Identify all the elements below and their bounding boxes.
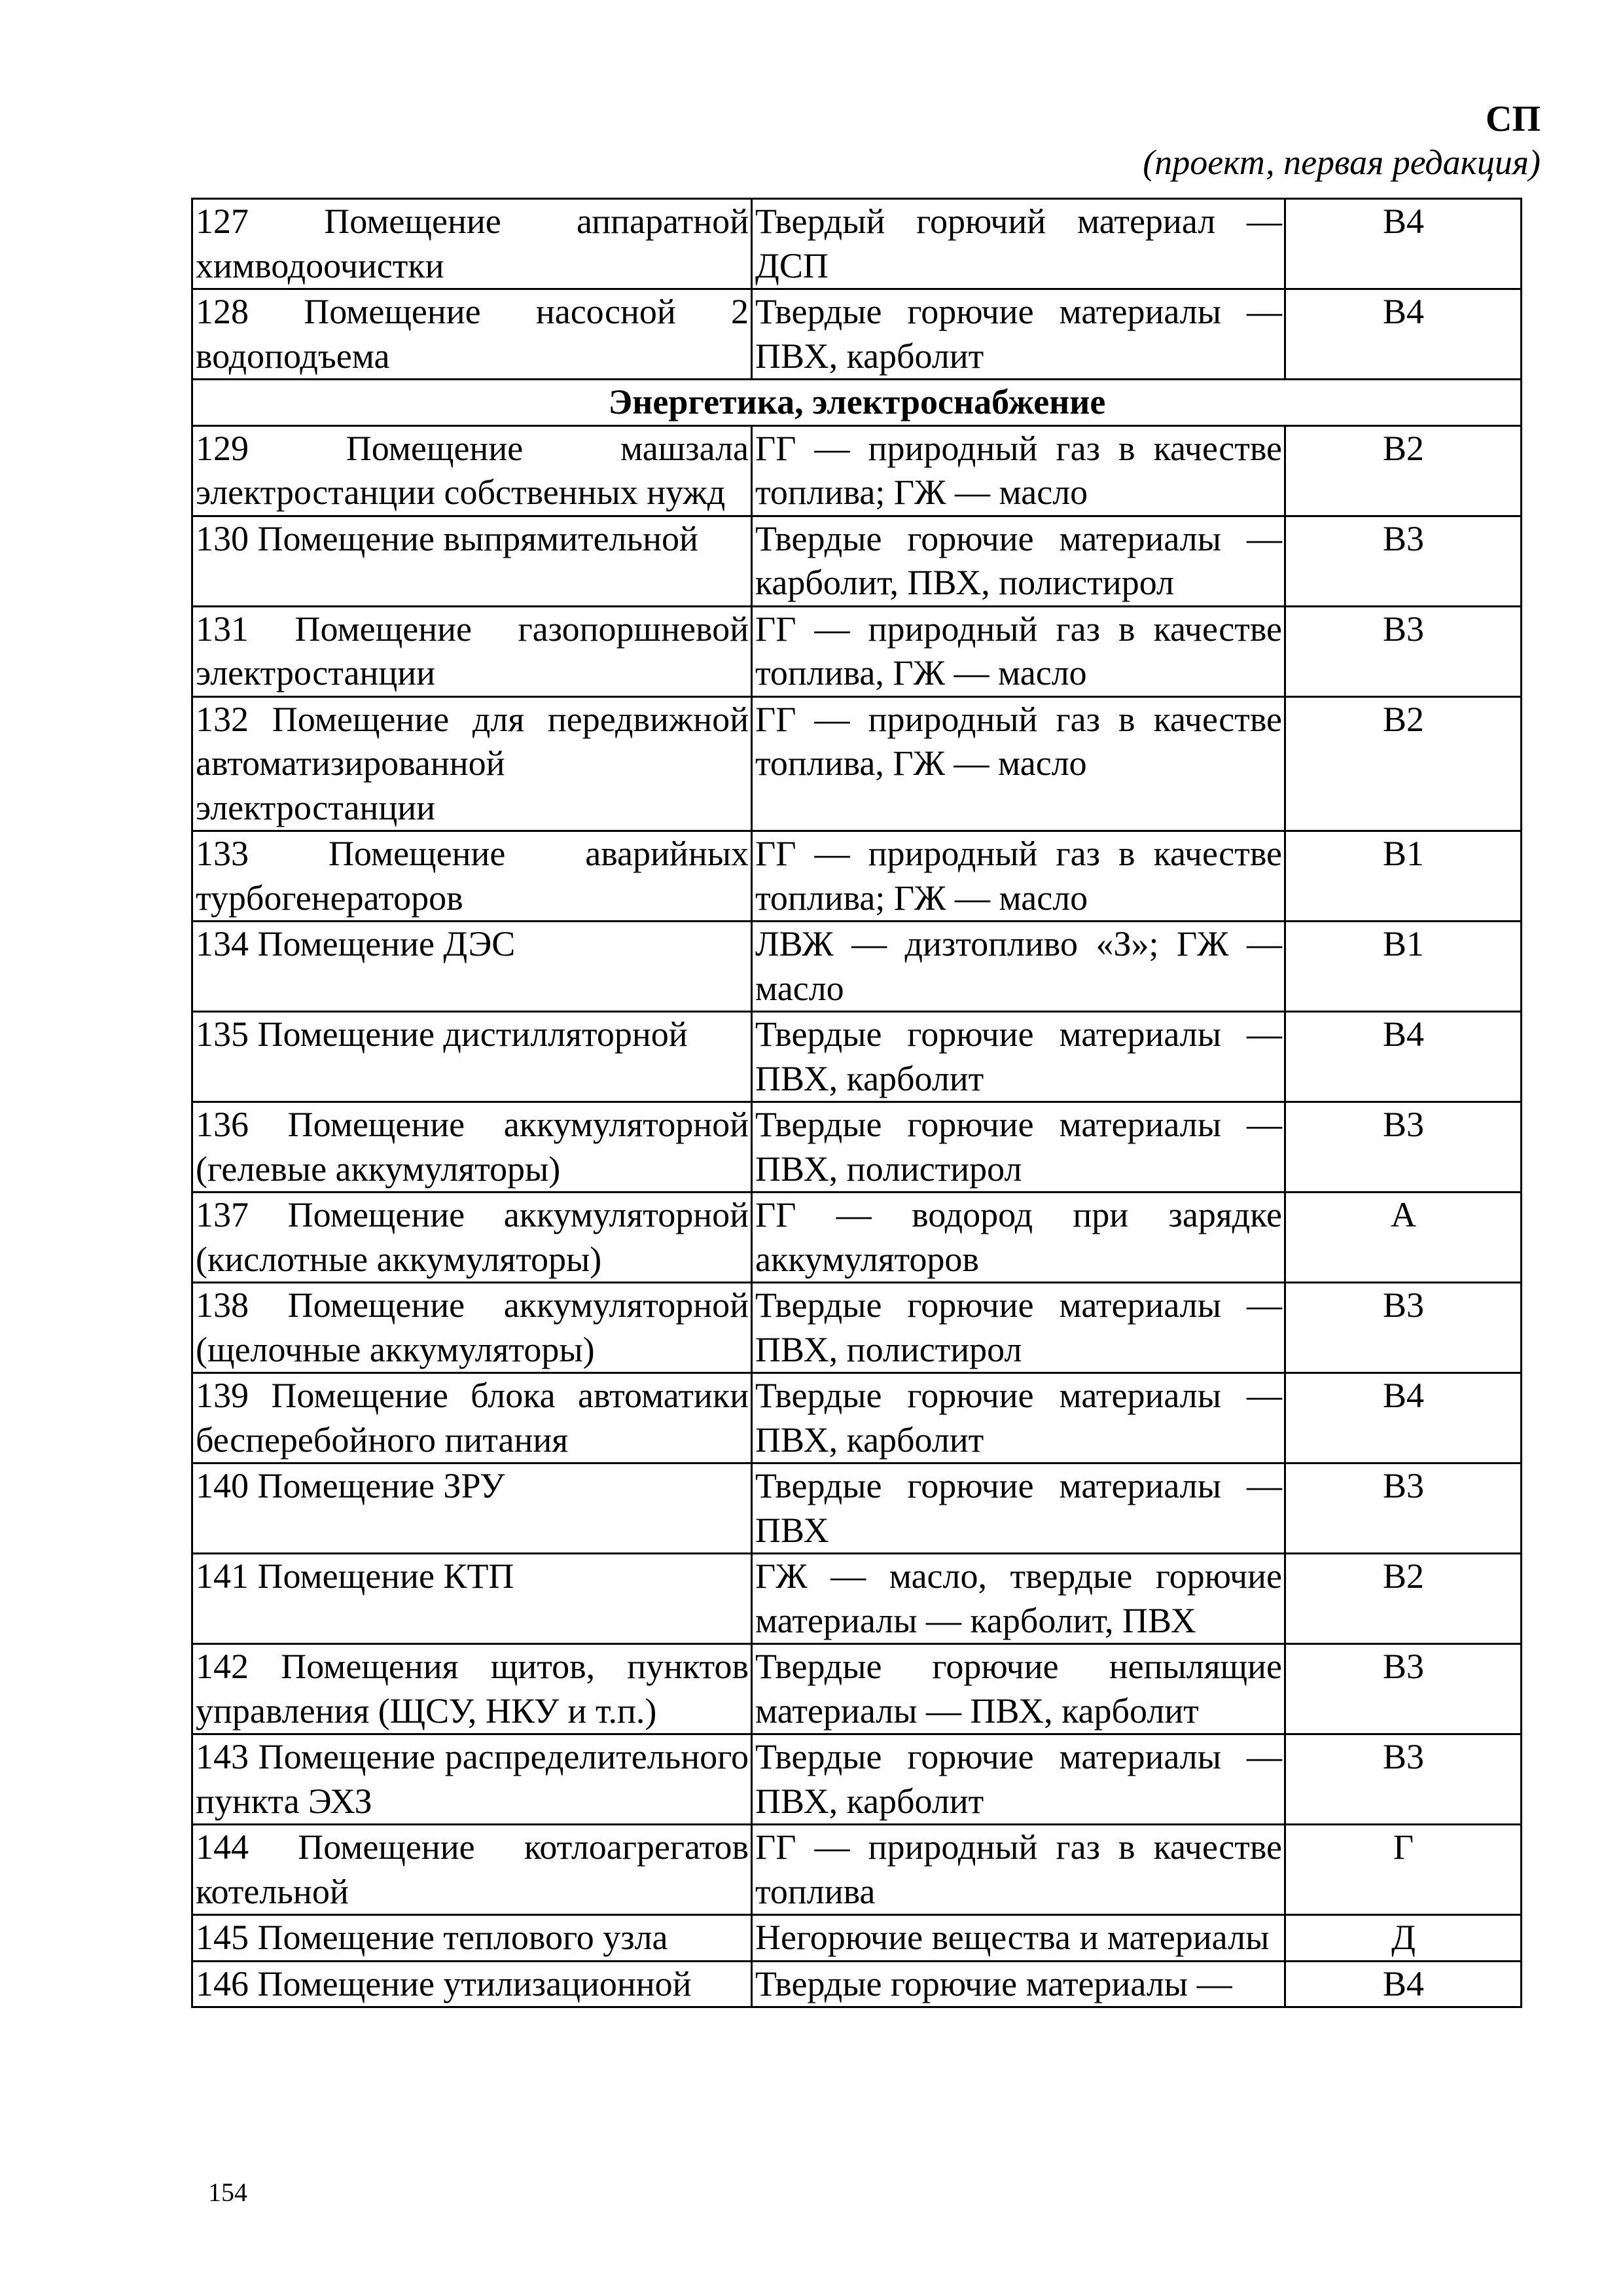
combustible-material-cell: Твердые горючие материалы — ПВХ, карболит bbox=[752, 1012, 1285, 1102]
combustible-material-cell: Твердые горючие материалы — ПВХ, карболит bbox=[752, 289, 1285, 380]
section-header-row bbox=[192, 380, 1522, 426]
table-row bbox=[192, 1644, 1522, 1734]
hazard-category-cell: Г bbox=[1285, 1825, 1522, 1915]
table-row bbox=[192, 1373, 1522, 1463]
hazard-category-cell: В3 bbox=[1285, 1644, 1522, 1734]
section-title: Энергетика, электроснабжение bbox=[192, 380, 1522, 426]
hazard-category-cell: А bbox=[1285, 1193, 1522, 1283]
hazard-category-cell: В2 bbox=[1285, 425, 1522, 516]
combustible-material-cell: Негорючие вещества и материалы bbox=[752, 1915, 1285, 1962]
table-row bbox=[192, 696, 1522, 831]
hazard-category-cell: В3 bbox=[1285, 1102, 1522, 1193]
combustible-material-cell: Твердые горючие материалы — ПВХ, полистирол bbox=[752, 1102, 1285, 1193]
table-row bbox=[192, 1193, 1522, 1283]
room-name-cell: 128 Помещение насосной 2 водоподъема bbox=[192, 289, 752, 380]
hazard-category-cell: В4 bbox=[1285, 289, 1522, 380]
table-row bbox=[192, 1463, 1522, 1554]
table-row bbox=[192, 425, 1522, 516]
room-name-cell: 135 Помещение дистилляторной bbox=[192, 1012, 752, 1102]
combustible-material-cell: ГГ — природный газ в качестве топлива bbox=[752, 1825, 1285, 1915]
hazard-category-cell: Д bbox=[1285, 1915, 1522, 1962]
room-name-cell: 142 Помещения щитов, пунктов управления (ЩСУ, НКУ и т.п.) bbox=[192, 1644, 752, 1734]
room-name-cell: 140 Помещение ЗРУ bbox=[192, 1463, 752, 1554]
hazard-category-cell: В2 bbox=[1285, 696, 1522, 831]
edition-note: (проект, первая редакция) bbox=[1143, 143, 1541, 182]
table-row bbox=[192, 1102, 1522, 1193]
room-name-cell: 129 Помещение машзала электростанции собственных нужд bbox=[192, 425, 752, 516]
hazard-category-cell: В4 bbox=[1285, 1012, 1522, 1102]
combustible-material-cell: Твердые горючие материалы — ПВХ bbox=[752, 1463, 1285, 1554]
combustible-material-cell: Твердый горючий материал — ДСП bbox=[752, 199, 1285, 289]
table-row bbox=[192, 199, 1522, 289]
room-name-cell: 143 Помещение распределительного пункта ЭХЗ bbox=[192, 1734, 752, 1825]
combustible-material-cell: ГГ — природный газ в качестве топлива; ГЖ — масло bbox=[752, 425, 1285, 516]
combustible-material-cell: Твердые горючие материалы — ПВХ, карболит bbox=[752, 1734, 1285, 1825]
page-number: 154 bbox=[208, 2178, 247, 2207]
room-name-cell: 132 Помещение для передвижной автоматизированной электростанции bbox=[192, 696, 752, 831]
combustible-material-cell: ГГ — природный газ в качестве топлива; ГЖ — масло bbox=[752, 831, 1285, 922]
room-name-cell: 133 Помещение аварийных турбогенераторов bbox=[192, 831, 752, 922]
combustible-material-cell: ГГ — природный газ в качестве топлива, ГЖ — масло bbox=[752, 696, 1285, 831]
room-name-cell: 145 Помещение теплового узла bbox=[192, 1915, 752, 1962]
table-row bbox=[192, 1961, 1522, 2007]
table-row bbox=[192, 606, 1522, 696]
hazard-category-cell: В3 bbox=[1285, 1734, 1522, 1825]
room-name-cell: 134 Помещение ДЭС bbox=[192, 922, 752, 1012]
hazard-category-cell: В2 bbox=[1285, 1554, 1522, 1644]
table-row bbox=[192, 1915, 1522, 1962]
table-row bbox=[192, 516, 1522, 606]
table-body bbox=[192, 199, 1522, 2007]
room-name-cell: 136 Помещение аккумуляторной (гелевые аккумуляторы) bbox=[192, 1102, 752, 1193]
table-row bbox=[192, 922, 1522, 1012]
hazard-category-cell: В1 bbox=[1285, 831, 1522, 922]
combustible-material-cell: ГГ — водород при зарядке аккумуляторов bbox=[752, 1193, 1285, 1283]
hazard-category-cell: В4 bbox=[1285, 1961, 1522, 2007]
table-row bbox=[192, 1734, 1522, 1825]
combustible-material-cell: Твердые горючие материалы — ПВХ, полистирол bbox=[752, 1283, 1285, 1373]
hazard-category-cell: В3 bbox=[1285, 606, 1522, 696]
room-name-cell: 131 Помещение газопоршневой электростанции bbox=[192, 606, 752, 696]
hazard-category-cell: В4 bbox=[1285, 1373, 1522, 1463]
hazard-category-cell: В3 bbox=[1285, 1283, 1522, 1373]
room-name-cell: 138 Помещение аккумуляторной (щелочные аккумуляторы) bbox=[192, 1283, 752, 1373]
table-row bbox=[192, 289, 1522, 380]
hazard-category-cell: В4 bbox=[1285, 199, 1522, 289]
room-name-cell: 130 Помещение выпрямительной bbox=[192, 516, 752, 606]
document-code: СП bbox=[1486, 99, 1541, 139]
combustible-material-cell: Твердые горючие материалы — bbox=[752, 1961, 1285, 2007]
table-row bbox=[192, 831, 1522, 922]
hazard-category-cell: В1 bbox=[1285, 922, 1522, 1012]
room-name-cell: 141 Помещение КТП bbox=[192, 1554, 752, 1644]
table-row bbox=[192, 1012, 1522, 1102]
room-name-cell: 146 Помещение утилизационной bbox=[192, 1961, 752, 2007]
combustible-material-cell: ГГ — природный газ в качестве топлива, ГЖ — масло bbox=[752, 606, 1285, 696]
room-name-cell: 139 Помещение блока автоматики бесперебойного питания bbox=[192, 1373, 752, 1463]
room-name-cell: 127 Помещение аппаратной химводоочистки bbox=[192, 199, 752, 289]
room-name-cell: 144 Помещение котлоагрегатов котельной bbox=[192, 1825, 752, 1915]
hazard-category-cell: В3 bbox=[1285, 516, 1522, 606]
combustible-material-cell: Твердые горючие непылящие материалы — ПВХ, карболит bbox=[752, 1644, 1285, 1734]
table-row bbox=[192, 1554, 1522, 1644]
premises-category-table bbox=[191, 198, 1522, 2008]
combustible-material-cell: Твердые горючие материалы — карболит, ПВХ, полистирол bbox=[752, 516, 1285, 606]
table-row bbox=[192, 1283, 1522, 1373]
room-name-cell: 137 Помещение аккумуляторной (кислотные аккумуляторы) bbox=[192, 1193, 752, 1283]
combustible-material-cell: Твердые горючие материалы — ПВХ, карболит bbox=[752, 1373, 1285, 1463]
combustible-material-cell: ЛВЖ — дизтопливо «З»; ГЖ — масло bbox=[752, 922, 1285, 1012]
hazard-category-cell: В3 bbox=[1285, 1463, 1522, 1554]
table-row bbox=[192, 1825, 1522, 1915]
combustible-material-cell: ГЖ — масло, твердые горючие материалы — карболит, ПВХ bbox=[752, 1554, 1285, 1644]
